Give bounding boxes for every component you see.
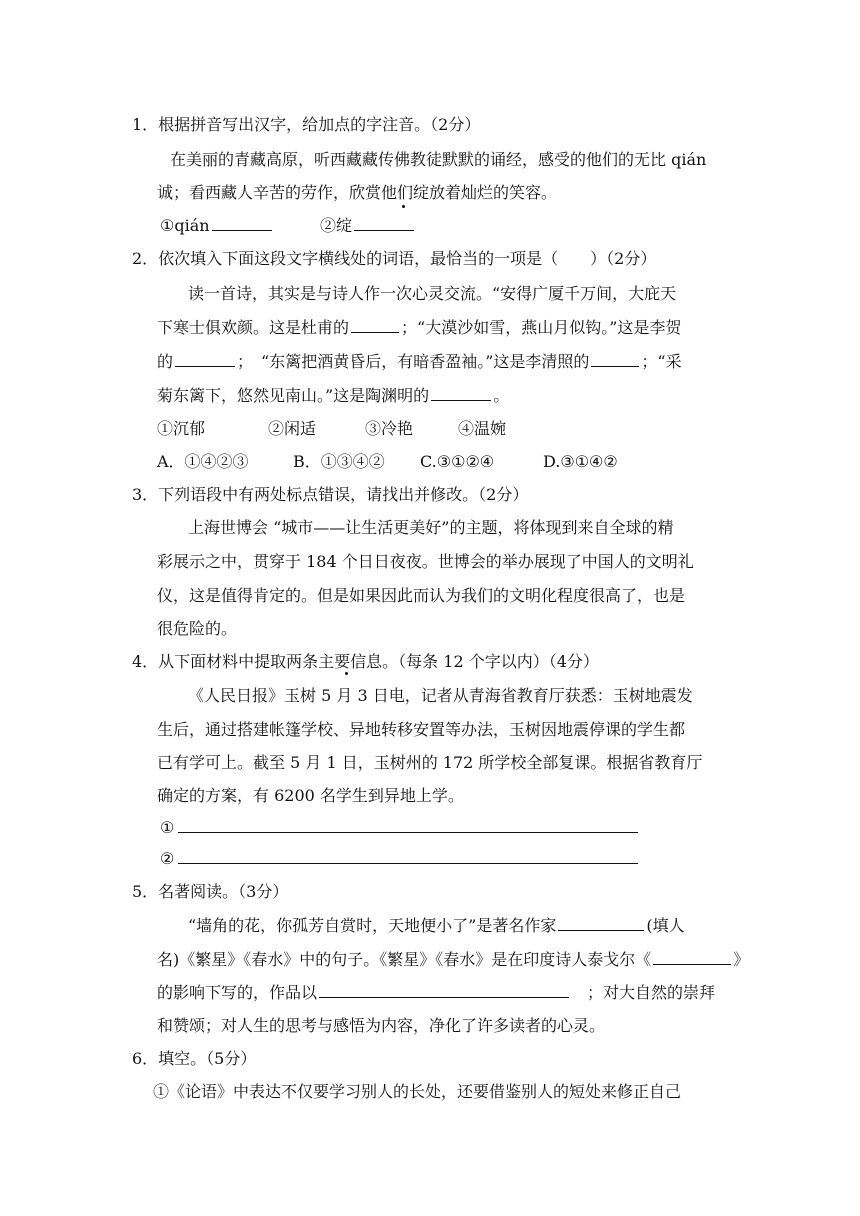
q2-word-4: ④温婉 bbox=[458, 419, 507, 438]
q4-answer-2-label: ② bbox=[160, 849, 175, 868]
q2-blank-2[interactable] bbox=[175, 352, 235, 367]
q2-word-3: ③冷艳 bbox=[365, 419, 414, 438]
q5-text-a: “墙角的花，你孤芳自赏时，天地便小了”是著名作家 bbox=[188, 916, 557, 935]
q2-text-f: 菊东篱下，悠然见南山。”这是陶渊明的 bbox=[157, 386, 430, 405]
q5-blank-content[interactable] bbox=[319, 983, 569, 998]
q2-passage-line4 bbox=[157, 386, 509, 406]
q3-title: 3．下列语段中有两处标点错误，请找出并修改。（2分） bbox=[132, 485, 529, 504]
q4-passage-line2: 生后，通过搭建帐篷学校、异地转移安置等办法，玉树因地震停课的学生都 bbox=[157, 720, 686, 739]
q2-title: 2．依次填入下面这段文字横线处的词语，最恰当的一项是（ ）（2分） bbox=[132, 249, 657, 268]
q5-blank-author[interactable] bbox=[558, 916, 644, 931]
q1-answer-1-blank[interactable] bbox=[212, 216, 272, 231]
q2-text-c: 的 bbox=[157, 352, 174, 371]
q5-passage-line2 bbox=[157, 950, 749, 970]
q2-choice-d[interactable]: D.③①④② bbox=[543, 452, 618, 471]
q5-text-e: 的影响下写的，作品以 bbox=[157, 983, 318, 1002]
q4-answer-2-line[interactable] bbox=[178, 863, 638, 864]
q2-passage-line1: 读一首诗，其实是与诗人作一次心灵交流。“安得广厦千万间，大庇天 bbox=[188, 284, 677, 303]
emphasis-dot bbox=[402, 205, 405, 208]
q2-blank-4[interactable] bbox=[431, 386, 491, 401]
q5-passage-line4: 和赞颂；对人生的思考与感悟为内容，净化了许多读者的心灵。 bbox=[157, 1016, 606, 1035]
q5-text-f: ；对大自然的崇拜 bbox=[587, 983, 716, 1002]
q1-answer-2-blank[interactable] bbox=[354, 216, 414, 231]
q1-answer-1-label: ①qián bbox=[160, 216, 210, 235]
q5-text-b: (填人 bbox=[646, 916, 685, 935]
q2-text-d: ； “东篱把酒黄昏后，有暗香盈袖。”这是李清照的 bbox=[237, 352, 590, 371]
q2-text-g: 。 bbox=[493, 386, 510, 405]
q5-blank-work[interactable] bbox=[653, 950, 731, 965]
q2-choice-a[interactable]: A．①④②③ bbox=[157, 452, 249, 471]
q3-passage-line3: 仪，这是值得肯定的。但是如果因此而认为我们的文明化程度很高了，也是 bbox=[157, 586, 686, 605]
emphasis-dot bbox=[345, 672, 348, 675]
q1-answer-2 bbox=[320, 216, 416, 236]
q4-passage-line3: 已有学可上。截至 5 月 1 日，玉树州的 172 所学校全部复课。根据省教育厅 bbox=[157, 753, 703, 772]
q2-text-b: ；“大漠沙如雪，燕山月似钩。”这是李贺 bbox=[401, 318, 682, 337]
q5-text-c: 名)《繁星》《春水》中的句子。《繁星》《春水》是在印度诗人泰戈尔《 bbox=[157, 950, 652, 969]
q2-passage-line3 bbox=[157, 352, 682, 372]
q3-passage-line4: 很危险的。 bbox=[157, 619, 238, 638]
q4-passage-line1: 《人民日报》玉树 5 月 3 日电，记者从青海省教育厅获悉：玉树地震发 bbox=[188, 686, 693, 705]
q3-passage-line1: 上海世博会 “城市——让生活更美好”的主题，将体现到来自全球的精 bbox=[188, 518, 674, 537]
q2-text-e: ；“采 bbox=[641, 352, 682, 371]
q2-passage-line2 bbox=[157, 318, 681, 338]
q2-choice-b[interactable]: B．①③④② bbox=[293, 452, 385, 471]
q1-passage-line1: 在美丽的青藏高原，听西藏藏传佛教徒默默的诵经，感受的他们的无比 qián bbox=[170, 150, 707, 169]
q2-blank-1[interactable] bbox=[351, 318, 399, 333]
q2-word-2: ②闲适 bbox=[268, 419, 317, 438]
q1-title: 1．根据拼音写出汉字，给加点的字注音。（2分） bbox=[132, 115, 481, 134]
q2-blank-3[interactable] bbox=[591, 352, 639, 367]
q5-passage-line1 bbox=[188, 916, 685, 936]
q6-item-1: ①《论语》中表达不仅要学习别人的长处，还要借鉴别人的短处来修正自己 bbox=[153, 1082, 682, 1101]
q2-text-a: 下寒士俱欢颜。这是杜甫的 bbox=[157, 318, 350, 337]
q6-title: 6．填空。（5分） bbox=[132, 1049, 257, 1068]
q4-passage-line4: 确定的方案，有 6200 名学生到异地上学。 bbox=[157, 786, 464, 805]
q1-passage-line2: 诚；看西藏人辛苦的劳作，欣赏他们绽放着灿烂的笑容。 bbox=[157, 183, 558, 202]
q2-choice-c[interactable]: C.③①②④ bbox=[420, 452, 495, 471]
q1-answer-2-label: ②绽 bbox=[320, 216, 353, 235]
q4-title: 4．从下面材料中提取两条主要信息。（每条 12 个字以内）（4分） bbox=[132, 652, 599, 671]
q4-answer-1-label: ① bbox=[160, 818, 175, 837]
q5-text-d: 》 bbox=[733, 950, 750, 969]
q3-passage-line2: 彩展示之中，贯穿于 184 个日日夜夜。世博会的举办展现了中国人的文明礼 bbox=[157, 552, 694, 571]
q5-title: 5．名著阅读。（3分） bbox=[132, 882, 289, 901]
q1-answer-1 bbox=[160, 216, 274, 236]
q2-word-1: ①沉郁 bbox=[157, 419, 206, 438]
q4-answer-1-line[interactable] bbox=[178, 832, 638, 833]
q5-passage-line3 bbox=[157, 983, 715, 1003]
